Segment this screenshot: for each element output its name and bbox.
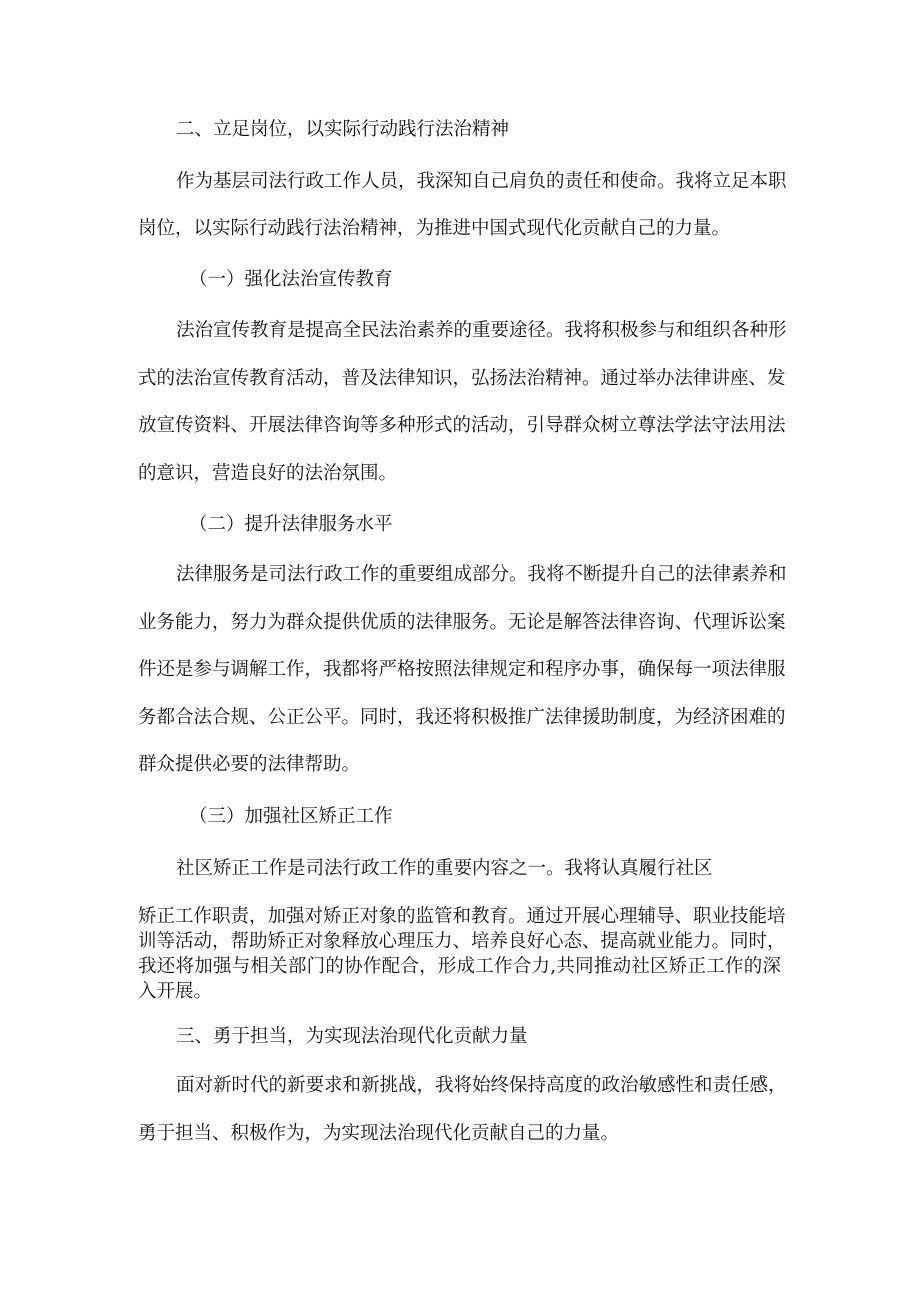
paragraph-line: 作为基层司法行政工作人员，我深知自己肩负的责任和使命。我将立足本职 — [176, 171, 787, 192]
paragraph-line: 务都合法合规、公正公平。同时，我还将积极推广法律援助制度，为经济困难的 — [138, 707, 786, 728]
paragraph-line: 法律服务是司法行政工作的重要组成部分。我将不断提升自己的法律素养和 — [176, 564, 787, 585]
paragraph-line: 式的法治宣传教育活动，普及法律知识，弘扬法治精神。通过举办法律讲座、发 — [138, 368, 786, 389]
subsection-heading-1: （一）强化法治宣传教育 — [189, 269, 393, 290]
paragraph-line: 社区矫正工作是司法行政工作的重要内容之一。我将认真履行社区 — [176, 858, 713, 879]
section-heading-2: 二、立足岗位，以实际行动践行法治精神 — [176, 119, 510, 140]
paragraph-line: 训等活动，帮助矫正对象释放心理压力、培养良好心态、提高就业能力。同时， — [138, 931, 786, 952]
subsection-heading-2: （二）提升法律服务水平 — [189, 514, 393, 535]
paragraph-line: 我还将加强与相关部门的协作配合，形成工作合力,共同推动社区矫正工作的深 — [138, 956, 781, 977]
paragraph-line: 岗位，以实际行动践行法治精神，为推进中国式现代化贡献自己的力量。 — [138, 218, 731, 239]
paragraph-line: 法治宣传教育是提高全民法治素养的重要途径。我将积极参与和组织各种形 — [176, 320, 787, 341]
section-heading-3: 三、勇于担当，为实现法治现代化贡献力量 — [176, 1026, 528, 1047]
paragraph-line: 的意识，营造良好的法治氛围。 — [138, 463, 398, 484]
paragraph-line: 放宣传资料、开展法律咨询等多种形式的活动，引导群众树立尊法学法守法用法 — [138, 415, 786, 436]
subsection-heading-3: （三）加强社区矫正工作 — [189, 806, 393, 827]
paragraph-line: 件还是参与调解工作，我都将严格按照法律规定和程序办事，确保每一项法律服 — [138, 659, 786, 680]
paragraph-line: 勇于担当、积极作为，为实现法治现代化贡献自己的力量。 — [138, 1123, 620, 1144]
paragraph-line: 面对新时代的新要求和新挑战，我将始终保持高度的政治敏感性和责任感， — [176, 1075, 787, 1096]
paragraph-line: 群众提供必要的法律帮助。 — [138, 754, 361, 775]
paragraph-line: 业务能力，努力为群众提供优质的法律服务。无论是解答法律咨询、代理诉讼案 — [138, 612, 786, 633]
paragraph-line: 矫正工作职责，加强对矫正对象的监管和教育。通过开展心理辅导、职业技能培 — [138, 906, 786, 927]
paragraph-line: 入开展。 — [138, 981, 213, 1002]
